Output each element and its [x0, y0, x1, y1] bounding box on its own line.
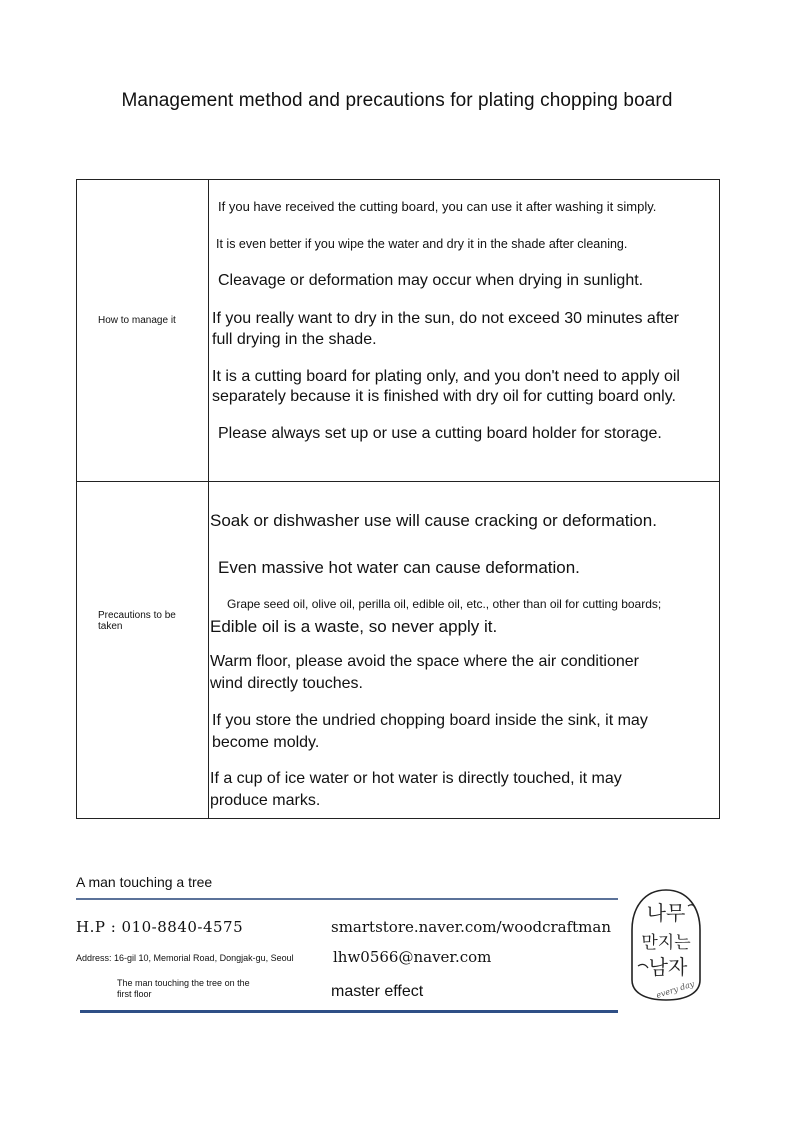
instruction-line: It is even better if you wipe the water and dry it in the shade after cleaning.: [216, 237, 628, 251]
precaution-line: become moldy.: [212, 734, 320, 751]
page-title: Management method and precautions for plating chopping board: [121, 90, 673, 111]
divider: [76, 898, 618, 900]
floor-note: The man touching the tree on the first floor: [117, 978, 250, 999]
label-cell: [77, 482, 209, 818]
precaution-line: Soak or dishwasher use will cause cracking or deformation.: [210, 511, 657, 530]
logo-text: 만지는: [641, 933, 691, 953]
table-row-management: [77, 180, 719, 482]
instruction-line: If you have received the cutting board, you can use it after washing it simply.: [218, 199, 657, 214]
instruction-line: full drying in the shade.: [212, 331, 377, 348]
content-cell: [209, 180, 719, 481]
precaution-line: Even massive hot water can cause deformation.: [218, 558, 580, 577]
precaution-line: Warm floor, please avoid the space where the air conditioner: [210, 653, 639, 670]
brand-logo-icon: [626, 888, 706, 1004]
precaution-line: If a cup of ice water or hot water is directly touched, it may: [210, 770, 622, 787]
precaution-line: wind directly touches.: [210, 675, 363, 692]
website-link[interactable]: smartstore.naver.com/woodcraftman: [331, 918, 612, 936]
divider: [80, 1010, 618, 1013]
instruction-line: It is a cutting board for plating only, and you don't need to apply oil: [212, 368, 680, 385]
logo-text: 나무: [646, 901, 686, 925]
content-cell: [209, 482, 719, 818]
care-table: [76, 179, 720, 819]
precaution-line: Grape seed oil, olive oil, perilla oil, edible oil, etc., other than oil for cutting boards;: [227, 597, 662, 611]
label-cell: [77, 180, 209, 481]
instruction-line: Cleavage or deformation may occur when drying in sunlight.: [218, 272, 644, 289]
precaution-line: Edible oil is a waste, so never apply it.: [210, 617, 498, 636]
instruction-line: separately because it is finished with dry oil for cutting board only.: [212, 388, 676, 405]
address: Address: 16-gil 10, Memorial Road, Dongjak-gu, Seoul: [76, 953, 294, 963]
row-label: Precautions to be taken: [98, 610, 176, 632]
logo-text: 남자: [648, 955, 688, 979]
precaution-line: produce marks.: [210, 792, 321, 809]
precaution-line: If you store the undried chopping board inside the sink, it may: [212, 712, 648, 729]
logo-script: every day: [655, 979, 696, 1000]
row-label: How to manage it: [98, 315, 176, 326]
brand-name: A man touching a tree: [76, 874, 213, 890]
table-row-precautions: [77, 482, 719, 818]
phone-number: H.P : 010-8840-4575: [76, 918, 244, 936]
email-link[interactable]: lhw0566@naver.com: [333, 948, 492, 966]
tagline: master effect: [331, 983, 424, 1000]
instruction-line: Please always set up or use a cutting board holder for storage.: [218, 425, 662, 442]
instruction-line: If you really want to dry in the sun, do not exceed 30 minutes after: [212, 310, 679, 327]
